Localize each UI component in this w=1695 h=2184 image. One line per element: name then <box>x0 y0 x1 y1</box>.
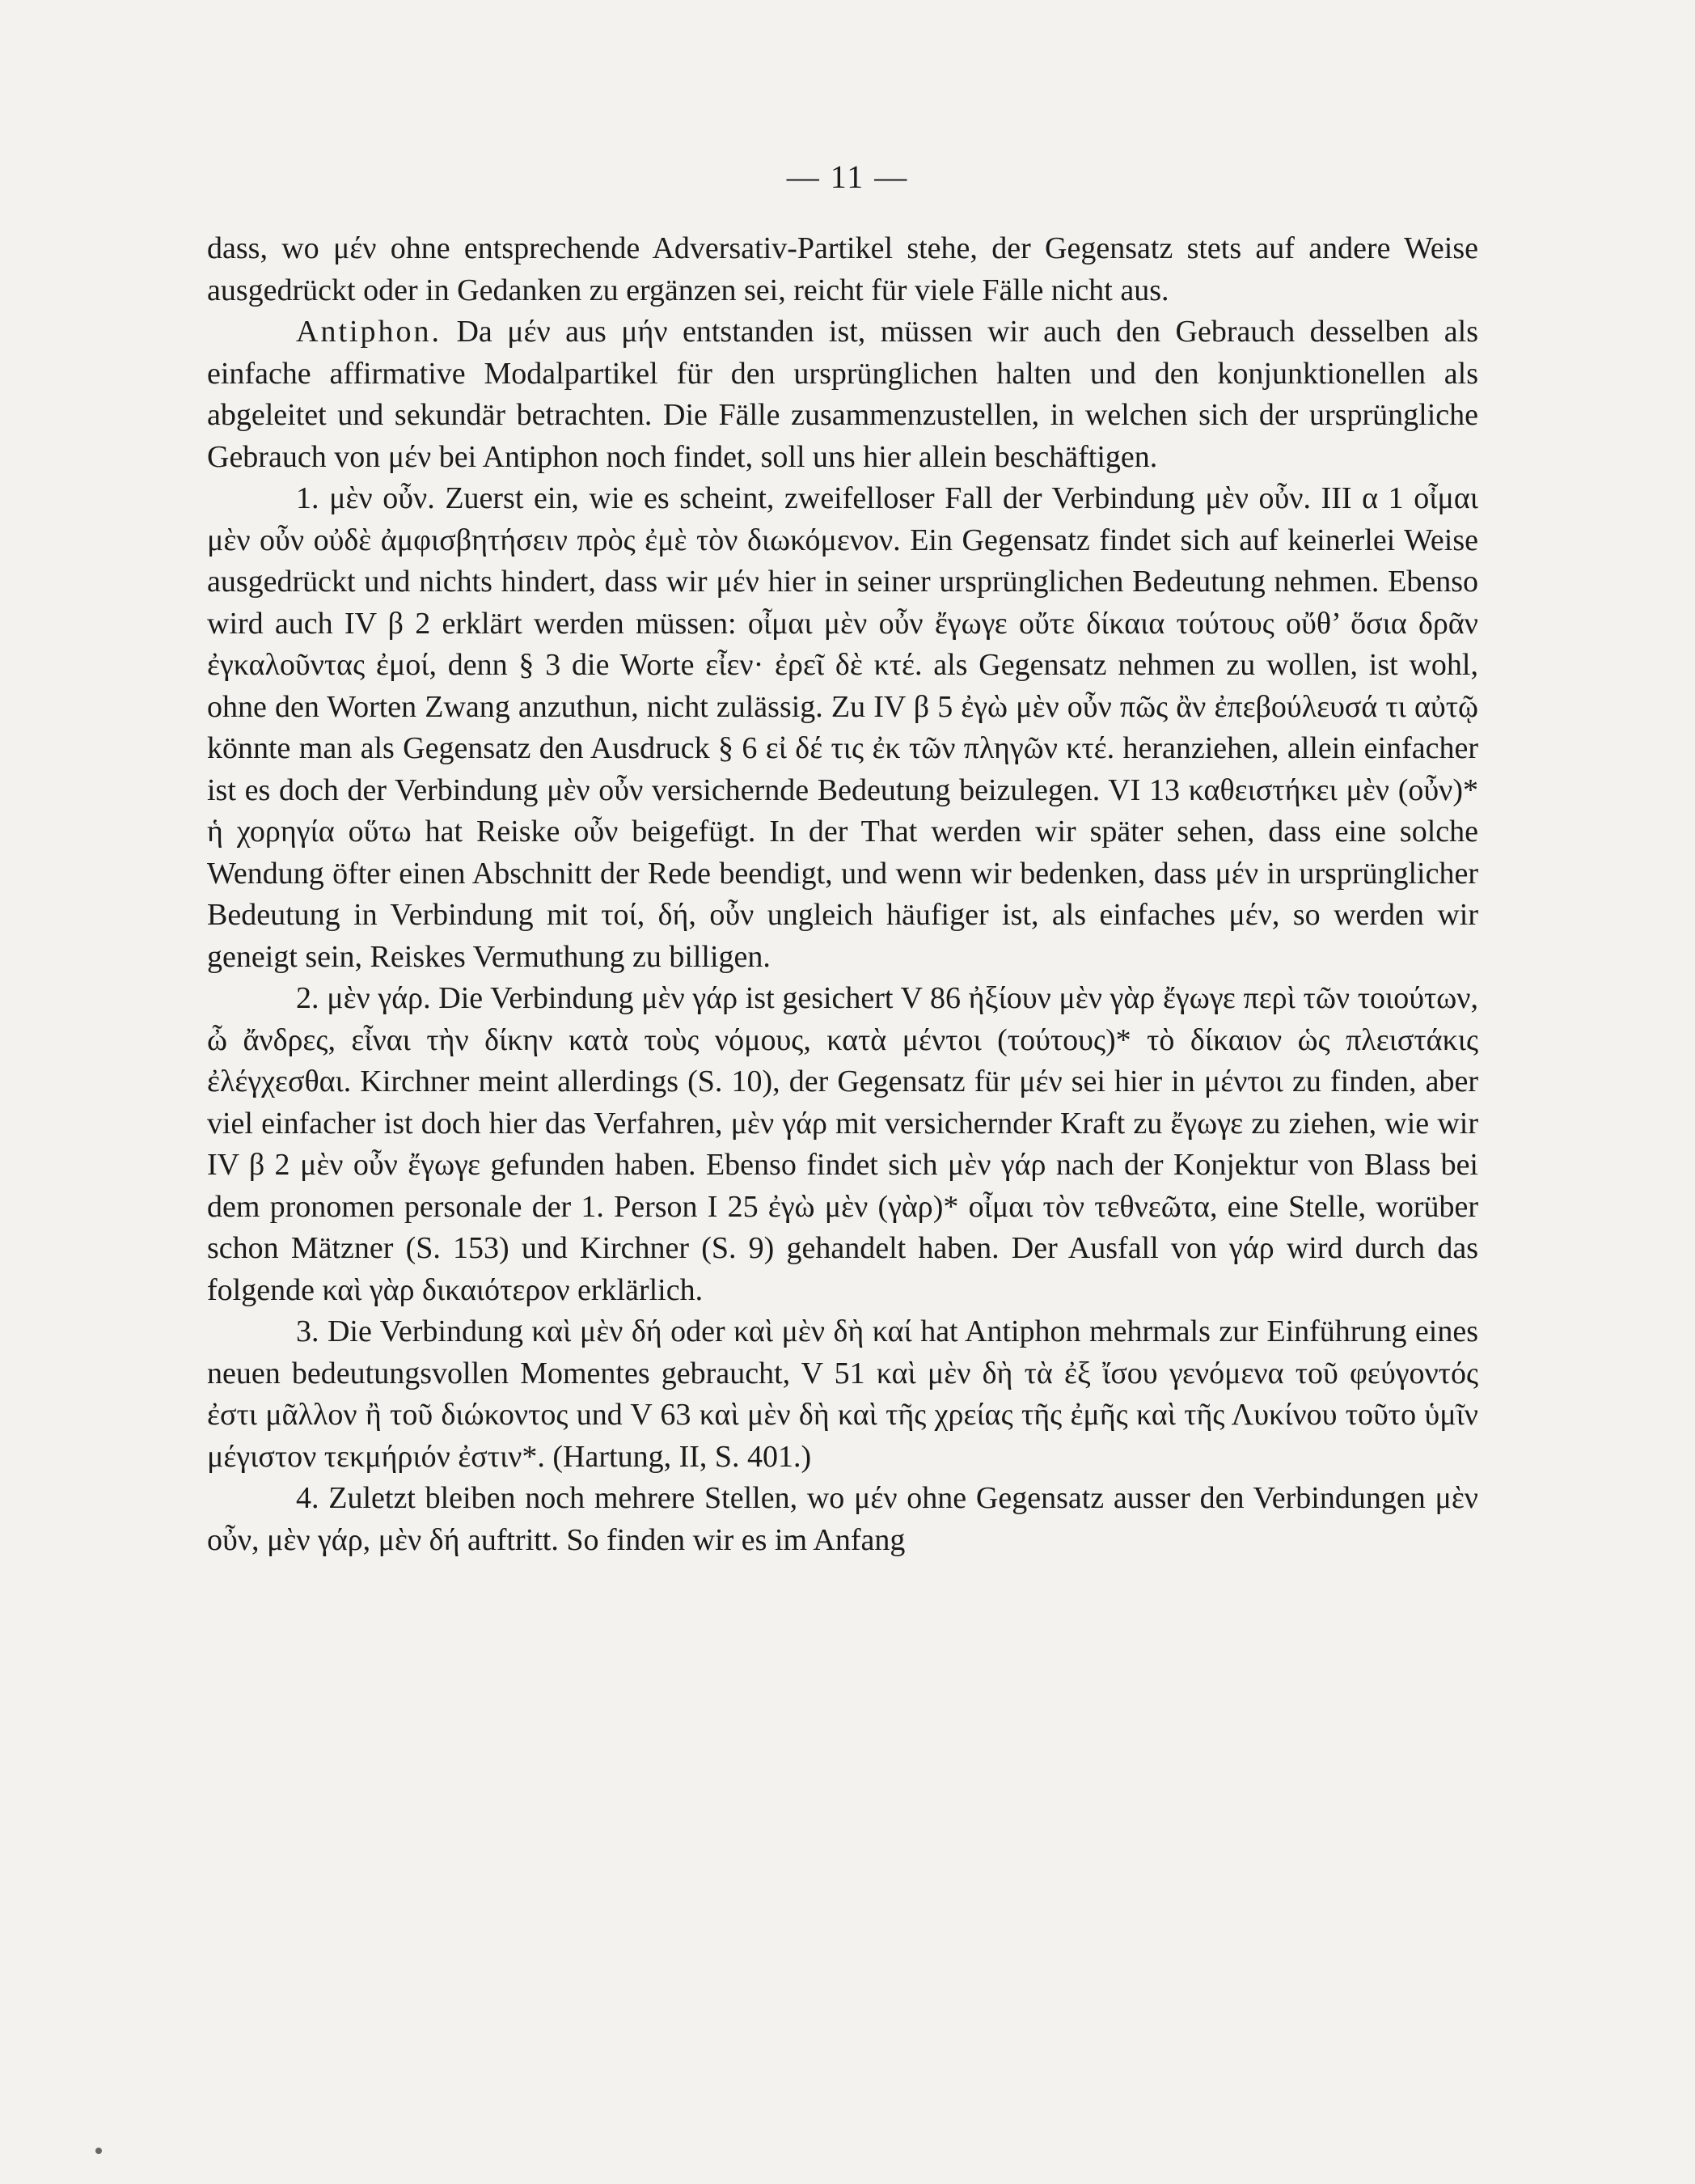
paragraph-4-lead: 2. μὲν γάρ. <box>296 981 431 1015</box>
page-number: — 11 — <box>786 159 909 195</box>
paragraph-2-lead: Antiphon. <box>296 315 442 349</box>
paragraph-2-text: Da μέν aus μήν entstanden ist, müssen wir auch den Gebrauch desselben als einfache affirmative Modalpartikel für den ursprünglichen halten und den konjunktionellen als abgeleitet und sekundär betrachten. Die Fälle zusammenzustellen, in welchen sich der ursprüngliche Gebrauch von μέν bei Antiphon noch findet, soll uns hier allein beschäftigen. <box>207 315 1478 474</box>
paragraph-4-text: Die Verbindung μὲν γάρ ist gesichert V 86 ἠξίουν μὲν γὰρ ἔγωγε περὶ τῶν τοιούτων, ὦ ἄνδρες, εἶναι τὴν δίκην κατὰ τοὺς νόμους, κατὰ μέντοι (τούτους)* τὸ δίκαιον ὡς πλειστάκις ἐλέγχεσθαι. Kirchner meint allerdings (S. 10), der Gegensatz für μέν sei hier in μέντοι zu finden, aber viel einfacher ist doch hier das Verfahren, μὲν γάρ mit versichernder Kraft zu ἔγωγε zu ziehen, wie wir IV β 2 μὲν οὖν ἔγωγε gefunden haben. Ebenso findet sich μὲν γάρ nach der Konjektur von Blass bei dem pronomen personale der 1. Person I 25 ἐγὼ μὲν (γὰρ)* οἶμαι τὸν τεθνεῶτα, eine Stelle, worüber schon Mätzner (S. 153) und Kirchner (S. 9) gehandelt haben. Der Ausfall von γάρ wird durch das folgende καὶ γὰρ δικαιότερον erklärlich. <box>207 981 1478 1307</box>
margin-speck <box>95 2148 102 2154</box>
paragraph-6 <box>207 1478 1478 1561</box>
paragraph-3-lead: 1. μὲν οὖν. <box>296 481 435 515</box>
paragraph-1 <box>207 228 1478 311</box>
paragraph-1-text: dass, wo μέν ohne entsprechende Adversativ-Partikel stehe, der Gegensatz stets auf andere Weise ausgedrückt oder in Gedanken zu ergänzen sei, reicht für viele Fälle nicht aus. <box>207 231 1478 307</box>
paragraph-4 <box>207 978 1478 1311</box>
paragraph-3-text: Zuerst ein, wie es scheint, zweifelloser Fall der Verbindung μὲν οὖν. III α 1 οἶμαι μὲν οὖν οὐδὲ ἀμφισβητήσειν πρὸς ἐμὲ τὸν διωκόμενον. Ein Gegensatz findet sich auf keinerlei Weise ausgedrückt und nichts hindert, dass wir μέν hier in seiner ursprünglichen Bedeutung nehmen. Ebenso wird auch IV β 2 erklärt werden müssen: οἶμαι μὲν οὖν ἔγωγε οὔτε δίκαια τούτους οὔθ’ ὅσια δρᾶν ἐγκαλοῦντας ἐμοί, denn § 3 die Worte εἶεν· ἐρεῖ δὲ κτέ. als Gegensatz nehmen zu wollen, ist wohl, ohne den Worten Zwang anzuthun, nicht zulässig. Zu IV β 5 ἐγὼ μὲν οὖν πῶς ἂν ἐπεβούλευσά τι αὐτῷ könnte man als Gegensatz den Ausdruck § 6 εἰ δέ τις ἐκ τῶν πληγῶν κτέ. heranziehen, allein einfacher ist es doch der Verbindung μὲν οὖν versichernde Bedeutung beizulegen. VI 13 καθειστήκει μὲν (οὖν)* ἡ χορηγία οὕτω hat Reiske οὖν beigefügt. In der That werden wir später sehen, dass eine solche Wendung öfter einen Abschnitt der Rede beendigt, und wenn wir bedenken, dass μέν in ursprünglicher Bedeutung in Verbindung mit τοί, δή, οὖν ungleich häufiger ist, als einfaches μέν, so werden wir geneigt sein, Reiskes Vermuthung zu billigen. <box>207 481 1478 974</box>
paragraph-5 <box>207 1311 1478 1478</box>
body-text <box>207 228 1478 1561</box>
paragraph-5-text: 3. Die Verbindung καὶ μὲν δή oder καὶ μὲν δὴ καί hat Antiphon mehrmals zur Einführung eines neuen bedeutungsvollen Momentes gebraucht, V 51 καὶ μὲν δὴ τὰ ἐξ ἴσου γενόμενα τοῦ φεύγοντός ἐστι μᾶλλον ἢ τοῦ διώκοντος und V 63 καὶ μὲν δὴ καὶ τῆς χρείας τῆς ἐμῆς καὶ τῆς Λυκίνου τοῦτο ὑμῖν μέγιστον τεκμήριόν ἐστιν*. (Hartung, II, S. 401.) <box>207 1314 1478 1474</box>
paragraph-2 <box>207 311 1478 478</box>
paragraph-3 <box>207 478 1478 978</box>
paragraph-6-text: 4. Zuletzt bleiben noch mehrere Stellen, wo μέν ohne Gegensatz ausser den Verbindungen μὲν οὖν, μὲν γάρ, μὲν δή auftritt. So finden wir es im Anfang <box>207 1481 1478 1557</box>
